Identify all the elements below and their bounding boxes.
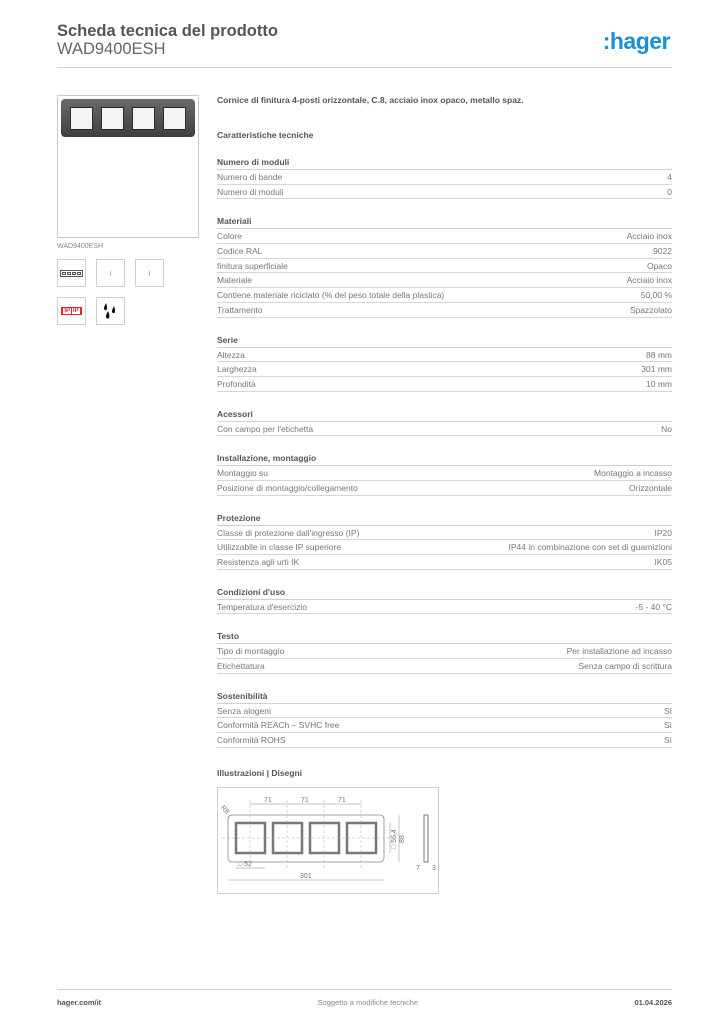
- spec-value: 10 mm: [646, 378, 672, 389]
- spec-label: Trattamento: [217, 304, 263, 315]
- spec-row: [217, 733, 672, 748]
- spec-row: [217, 422, 672, 437]
- spec-row: [217, 718, 672, 733]
- spec-label: Senza alogeni: [217, 705, 271, 716]
- spec-row: [217, 303, 672, 318]
- spec-row: [217, 229, 672, 244]
- footer-date: 01.04.2026: [634, 998, 672, 1007]
- website-link[interactable]: hager.com/it: [57, 998, 102, 1007]
- spec-value: Orizzontale: [629, 482, 672, 493]
- spec-value: 4: [667, 172, 672, 182]
- product-code-title: WAD9400ESH: [57, 40, 166, 58]
- spec-label: Resistenza agli urti IK: [217, 557, 300, 567]
- spec-group: [217, 216, 672, 317]
- page-title: Scheda tecnica del prodotto: [57, 22, 278, 40]
- spec-group: [217, 587, 672, 615]
- spec-group: [217, 513, 672, 570]
- spec-value: Montaggio a incasso: [594, 468, 672, 479]
- spec-value: IP44 in combinazione con set di guarnizioni: [508, 542, 672, 553]
- spec-row: [217, 244, 672, 259]
- spec-value: Sì: [663, 720, 672, 731]
- spec-label: Contiene materiale riciclato (% del peso totale della plastica): [217, 290, 445, 301]
- illustrations-title: Illustrazioni | Disegni: [217, 767, 303, 778]
- ip-label: IP: [64, 308, 70, 314]
- spec-value: 88 mm: [646, 349, 672, 360]
- spec-row: [217, 170, 672, 185]
- frame-illustration: [61, 99, 195, 137]
- section-title: Caratteristiche tecniche: [217, 130, 314, 140]
- feature-icons: [57, 259, 199, 325]
- spec-label: Numero di bande: [217, 172, 283, 182]
- spec-value: 50,00 %: [640, 290, 672, 301]
- spec-label: finitura superficiale: [217, 260, 288, 271]
- spec-row: [217, 288, 672, 303]
- spec-group-title: Condizioni d'uso: [217, 587, 672, 600]
- spec-group: [217, 453, 672, 495]
- spec-group-title: Serie: [217, 335, 672, 348]
- spec-value: 9022: [653, 246, 672, 257]
- spec-row: [217, 600, 672, 615]
- dim-pitch: 71: [301, 796, 309, 804]
- spec-group-title: Protezione: [217, 513, 672, 526]
- dim-radius: R8: [218, 804, 231, 816]
- dim-inner: □ 56,4: [391, 829, 398, 849]
- blank-icon: [135, 259, 164, 287]
- spec-group: [217, 409, 672, 437]
- spec-label: Altezza: [217, 349, 245, 360]
- footer-note: Soggetto a modifiche tecniche: [317, 998, 419, 1007]
- spec-group: [217, 157, 672, 199]
- spec-label: Materiale: [217, 275, 252, 286]
- spec-row: [217, 377, 672, 392]
- spec-label: Classe di protezione dall'ingresso (IP): [217, 527, 360, 538]
- spec-label: Colore: [217, 231, 243, 242]
- spec-row: [217, 481, 672, 496]
- spec-row: [217, 555, 672, 570]
- product-image: [57, 95, 199, 238]
- frame-window: [163, 107, 186, 130]
- spec-row: [217, 259, 672, 274]
- technical-sheet: [217, 95, 672, 894]
- product-image-caption: WAD9400ESH: [57, 243, 104, 250]
- spec-group-title: Numero di moduli: [217, 157, 672, 170]
- spec-row: [217, 185, 672, 200]
- spec-value: Sì: [663, 705, 672, 716]
- spec-group-title: Materiali: [217, 216, 672, 229]
- frame-window: [132, 107, 155, 130]
- spec-group: [217, 631, 672, 673]
- spec-label: Montaggio su: [217, 468, 269, 479]
- spec-row: [217, 704, 672, 719]
- technical-drawing: [217, 787, 439, 894]
- dim-depth-a: 7: [416, 864, 420, 872]
- spec-value: Opaco: [646, 260, 672, 271]
- spec-value: 301 mm: [641, 364, 672, 375]
- spec-group: [217, 335, 672, 392]
- spec-label: Numero di moduli: [217, 186, 284, 197]
- spec-value: Spazzolato: [629, 304, 672, 315]
- spec-value: -5 - 40 °C: [635, 601, 672, 612]
- spec-value: IK05: [654, 557, 672, 567]
- hager-logo: :hager: [602, 28, 670, 54]
- spec-value: Senza campo di scrittura: [578, 661, 672, 672]
- ip-rating-icon: [57, 297, 86, 325]
- dim-height: 88: [399, 835, 406, 843]
- spec-label: Tipo di montaggio: [217, 646, 285, 657]
- spec-label: Posizione di montaggio/collegamento: [217, 482, 358, 493]
- product-description: Cornice di finitura 4-posti orizzontale, C.8, acciaio inox opaco, metallo spaz.: [217, 95, 524, 105]
- dim-window: □ 52: [238, 860, 252, 868]
- spec-value: 0: [667, 186, 672, 197]
- spec-value: Per installazione ad incasso: [566, 646, 672, 657]
- ip-label: IP: [73, 308, 79, 314]
- spec-row: [217, 348, 672, 363]
- spec-label: Etichettatura: [217, 661, 265, 672]
- spec-group-title: Sostenibilità: [217, 691, 672, 704]
- spec-value: Acciaio inox: [626, 275, 672, 286]
- spec-row: [217, 362, 672, 377]
- spec-label: Profondità: [217, 378, 256, 389]
- dim-depth-b: 3: [432, 864, 436, 872]
- spec-label: Con campo per l'etichetta: [217, 423, 314, 434]
- modules-4-icon: [57, 259, 86, 287]
- frame-window: [101, 107, 124, 130]
- spec-row: [217, 273, 672, 288]
- spec-group: [217, 691, 672, 748]
- spec-value: IP20: [654, 527, 672, 538]
- spec-label: Conformità REACh – SVHC free: [217, 720, 340, 731]
- dim-width: 301: [300, 872, 312, 880]
- spec-row: [217, 644, 672, 659]
- page-footer: [57, 989, 672, 1007]
- spec-group-title: Testo: [217, 631, 672, 644]
- frame-window: [70, 107, 93, 130]
- page-header: [57, 22, 672, 68]
- spec-label: Larghezza: [217, 364, 257, 375]
- spec-row: [217, 659, 672, 674]
- spec-label: Conformità ROHS: [217, 735, 286, 746]
- product-sidebar: [57, 95, 199, 325]
- blank-icon: [96, 259, 125, 287]
- spec-value: No: [661, 423, 672, 434]
- spec-value: Sì: [663, 735, 672, 746]
- spec-value: Acciaio inox: [626, 231, 672, 242]
- spec-label: Codice RAL: [217, 246, 263, 257]
- spec-group-title: Installazione, montaggio: [217, 453, 672, 466]
- spec-label: Utilizzabile in classe IP superiore: [217, 542, 342, 553]
- water-drops-icon: [96, 297, 125, 325]
- spec-group-title: Acessori: [217, 409, 672, 422]
- spec-row: [217, 526, 672, 541]
- dim-pitch: 71: [338, 796, 346, 804]
- spec-row: [217, 466, 672, 481]
- spec-label: Temperatura d'esercizio: [217, 601, 307, 612]
- spec-row: [217, 540, 672, 555]
- dim-pitch: 71: [264, 796, 272, 804]
